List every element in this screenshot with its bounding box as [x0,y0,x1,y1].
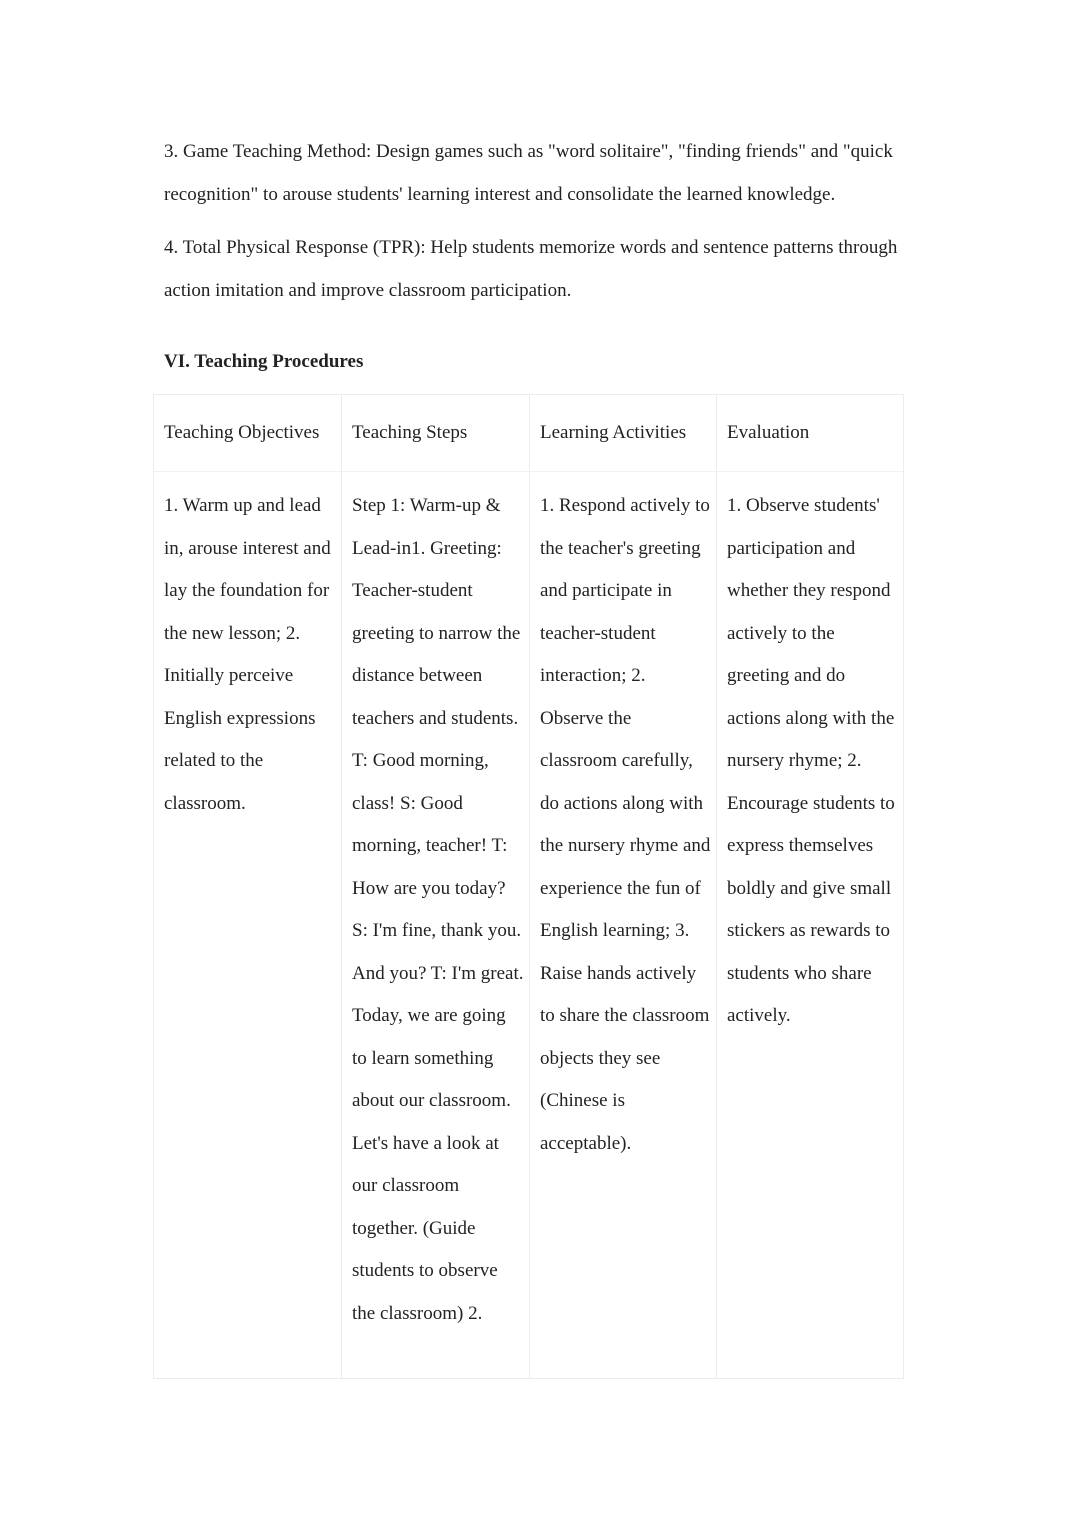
column-divider [529,395,530,1378]
paragraph-game-teaching-method: 3. Game Teaching Method: Design games such as "word solitaire", "finding friends" and "quick recognition" to arouse students' learning interest and consolidate the learned knowledge. [164,141,893,205]
column-divider [341,395,342,1378]
cell-learning-activities: 1. Respond actively to the teacher's greeting and participate in teacher-student interaction; 2. Observe the classroom carefully, do actions along with the nursery rhyme and experience the fun of English learning; 3. Raise hands actively to share the classroom objects they see (Chinese is acceptable). [540,495,711,1154]
cell-teaching-objectives: 1. Warm up and lead in, arouse interest and lay the foundation for the new lesson; 2. Initially perceive English expressions related to the classroom. [164,495,331,814]
column-divider [716,395,717,1378]
cell-evaluation: 1. Observe students' participation and whether they respond actively to the greeting and do actions along with the nursery rhyme; 2. Encourage students to express themselves boldly and give small stickers as rewards to students who share actively. [727,495,895,1026]
paragraph-total-physical-response: 4. Total Physical Response (TPR): Help students memorize words and sentence patterns through action imitation and improve classroom participation. [164,237,898,301]
teaching-procedures-table [153,394,904,1379]
header-evaluation: Evaluation [727,422,810,443]
header-learning-activities: Learning Activities [540,422,687,443]
header-teaching-objectives: Teaching Objectives [164,422,320,443]
header-row-divider [154,471,903,472]
header-teaching-steps: Teaching Steps [352,422,468,443]
section-heading-teaching-procedures: VI. Teaching Procedures [164,351,364,372]
cell-teaching-steps: Step 1: Warm-up & Lead-in1. Greeting: Teacher-student greeting to narrow the distance between teachers and students. T: Good morning, class! S: Good morning, teacher! T: How are you today? S: I'm fine, thank you. And you? T: I'm great. Today, we are going to learn something about our classroom. Let's have a look at our classroom together. (Guide students to observe the classroom) 2. [352,495,524,1324]
